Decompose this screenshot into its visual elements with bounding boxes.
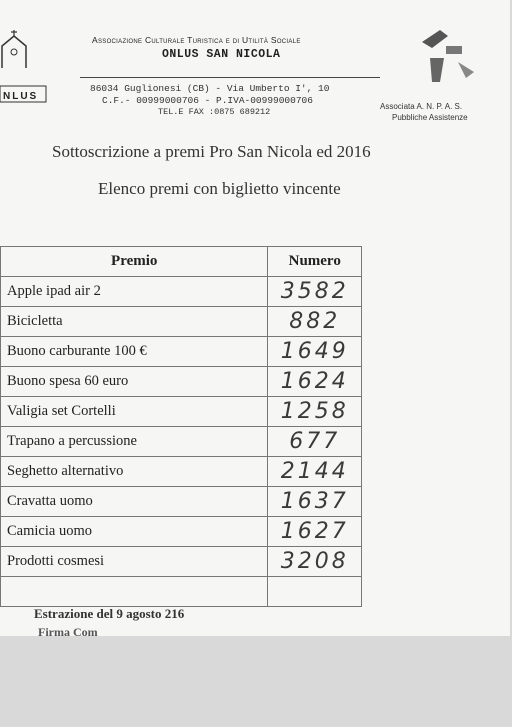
ticket-number <box>268 577 362 607</box>
prize-name: Buono carburante 100 € <box>1 337 268 367</box>
prize-name: Buono spesa 60 euro <box>1 367 268 397</box>
anpas-logo-icon <box>418 28 480 84</box>
prize-name: Bicicletta <box>1 307 268 337</box>
table-row <box>1 547 362 577</box>
affiliation-line2: Pubbliche Assistenze <box>392 113 468 122</box>
ticket-number: 1637 <box>268 487 362 517</box>
svg-text:NLUS: NLUS <box>3 91 39 102</box>
document-subtitle: Elenco premi con biglietto vincente <box>98 179 341 198</box>
ticket-number: 1624 <box>268 367 362 397</box>
table-header-row <box>1 247 362 277</box>
prize-name <box>1 577 268 607</box>
table-row <box>1 367 362 397</box>
header-divider <box>80 77 380 78</box>
prize-name: Apple ipad air 2 <box>1 277 268 307</box>
table-row <box>1 427 362 457</box>
ticket-number: 882 <box>268 307 362 337</box>
prize-name: Prodotti cosmesi <box>1 547 268 577</box>
prize-name: Seghetto alternativo <box>1 457 268 487</box>
prize-name: Valigia set Cortelli <box>1 397 268 427</box>
organization-name: ONLUS SAN NICOLA <box>162 48 281 61</box>
tax-line: C.F.- 00999000706 - P.IVA-00999000706 <box>102 95 313 106</box>
phone-line: TEL.E FAX :0875 689212 <box>158 107 271 117</box>
prize-name: Cravatta uomo <box>1 487 268 517</box>
document-title: Sottoscrizione a premi Pro San Nicola ed 2016 <box>52 142 371 161</box>
ticket-number: 3208 <box>268 547 362 577</box>
prize-name: Camicia uomo <box>1 517 268 547</box>
affiliation-line1: Associata A. N. P. A. S. <box>380 102 463 111</box>
signature-label: Firma Com <box>38 625 98 636</box>
affiliation-block <box>380 101 468 123</box>
prize-name: Trapano a percussione <box>1 427 268 457</box>
ticket-number: 3582 <box>268 277 362 307</box>
ticket-number: 1258 <box>268 397 362 427</box>
table-row <box>1 307 362 337</box>
prize-table <box>0 246 362 607</box>
table-row <box>1 337 362 367</box>
church-logo-icon <box>0 28 48 104</box>
table-row <box>1 487 362 517</box>
table-row <box>1 457 362 487</box>
ticket-number: 2144 <box>268 457 362 487</box>
table-row <box>1 577 362 607</box>
table-row <box>1 277 362 307</box>
association-label: Associazione Culturale Turistica e di Utilità Sociale <box>92 35 301 45</box>
ticket-number: 1627 <box>268 517 362 547</box>
header-premio: Premio <box>1 247 268 277</box>
address-line: 86034 Guglionesi (CB) - Via Umberto I', 10 <box>90 83 330 94</box>
table-row <box>1 397 362 427</box>
ticket-number: 677 <box>268 427 362 457</box>
header-numero: Numero <box>268 247 362 277</box>
ticket-number: 1649 <box>268 337 362 367</box>
table-row <box>1 517 362 547</box>
extraction-date: Estrazione del 9 agosto 216 <box>34 606 185 621</box>
prize-table-container <box>0 246 362 607</box>
